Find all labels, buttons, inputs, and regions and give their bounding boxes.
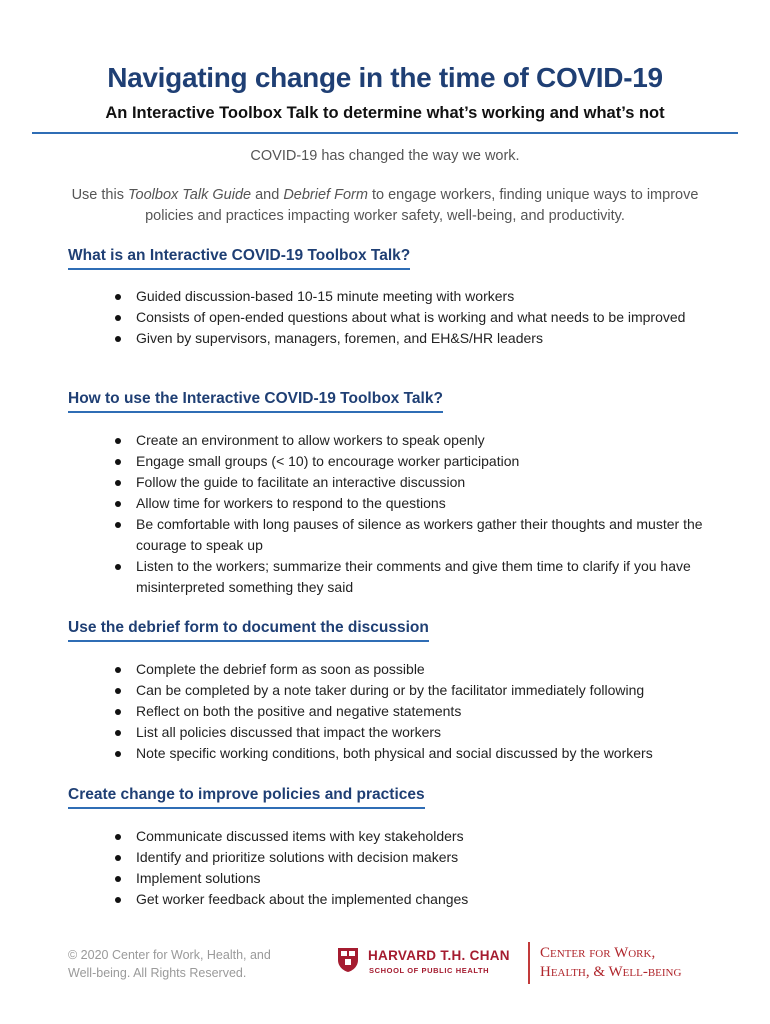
page-title: Navigating change in the time of COVID-19 <box>107 62 663 93</box>
page-subtitle: An Interactive Toolbox Talk to determine what’s working and what’s not <box>105 104 665 122</box>
section-heading-what-is: What is an Interactive COVID-19 Toolbox Talk? <box>68 247 410 270</box>
list-item: Note specific working conditions, both physical and social discussed by the workers <box>108 743 708 764</box>
title-divider <box>32 132 738 134</box>
list-item: Consists of open-ended questions about what is working and what needs to be improved <box>108 307 708 328</box>
list-item: Can be completed by a note taker during or by the facilitator immediately following <box>108 680 708 701</box>
harvard-logo-name: HARVARD T.H. CHAN <box>368 948 510 963</box>
intro-form-name: Debrief Form <box>283 187 368 203</box>
list-item: Given by supervisors, managers, foremen, and EH&S/HR leaders <box>108 328 708 349</box>
section-heading-debrief: Use the debrief form to document the discussion <box>68 619 429 642</box>
intro-statement: COVID-19 has changed the way we work. <box>250 148 520 164</box>
center-logo-line-1: Center for Work, <box>540 945 656 961</box>
bullet-list-create-change <box>108 826 708 910</box>
list-item: Reflect on both the positive and negative statements <box>108 701 708 722</box>
copyright-notice <box>68 946 318 982</box>
intro-guide-name: Toolbox Talk Guide <box>128 187 252 203</box>
intro-paragraph <box>70 185 700 227</box>
section-heading-create-change: Create change to improve policies and practices <box>68 786 425 809</box>
intro-text-prefix: Use this <box>71 187 128 203</box>
list-item: Engage small groups (< 10) to encourage worker participation <box>108 451 708 472</box>
list-item: Allow time for workers to respond to the questions <box>108 493 708 514</box>
copyright-line-2: Well-being. All Rights Reserved. <box>68 966 247 980</box>
list-item: Identify and prioritize solutions with decision makers <box>108 847 708 868</box>
bullet-list-how-to-use <box>108 430 708 598</box>
intro-text-suffix: to engage workers, finding unique ways to improve policies and practices impacting worker safety, well-being, and productivity. <box>145 187 699 224</box>
list-item: Complete the debrief form as soon as possible <box>108 659 708 680</box>
copyright-line-1: © 2020 Center for Work, Health, and <box>68 948 271 962</box>
list-item: Get worker feedback about the implemented changes <box>108 889 708 910</box>
harvard-logo-school: SCHOOL OF PUBLIC HEALTH <box>369 966 490 975</box>
list-item: Follow the guide to facilitate an interactive discussion <box>108 472 708 493</box>
bullet-list-what-is <box>108 286 708 349</box>
list-item: Communicate discussed items with key stakeholders <box>108 826 708 847</box>
center-logo <box>540 944 681 982</box>
list-item: Guided discussion-based 10-15 minute meeting with workers <box>108 286 708 307</box>
harvard-shield-icon <box>337 947 359 973</box>
list-item: Listen to the workers; summarize their comments and give them time to clarify if you have misinterpreted something they said <box>108 556 708 598</box>
bullet-list-debrief <box>108 659 708 764</box>
intro-text-mid: and <box>251 187 284 203</box>
list-item: Implement solutions <box>108 868 708 889</box>
list-item: Be comfortable with long pauses of silence as workers gather their thoughts and muster the courage to speak up <box>108 514 708 556</box>
section-heading-how-to-use: How to use the Interactive COVID-19 Toolbox Talk? <box>68 390 443 413</box>
center-logo-line-2: Health, & Well-being <box>540 964 682 980</box>
list-item: List all policies discussed that impact the workers <box>108 722 708 743</box>
list-item: Create an environment to allow workers to speak openly <box>108 430 708 451</box>
logo-divider <box>528 942 530 984</box>
